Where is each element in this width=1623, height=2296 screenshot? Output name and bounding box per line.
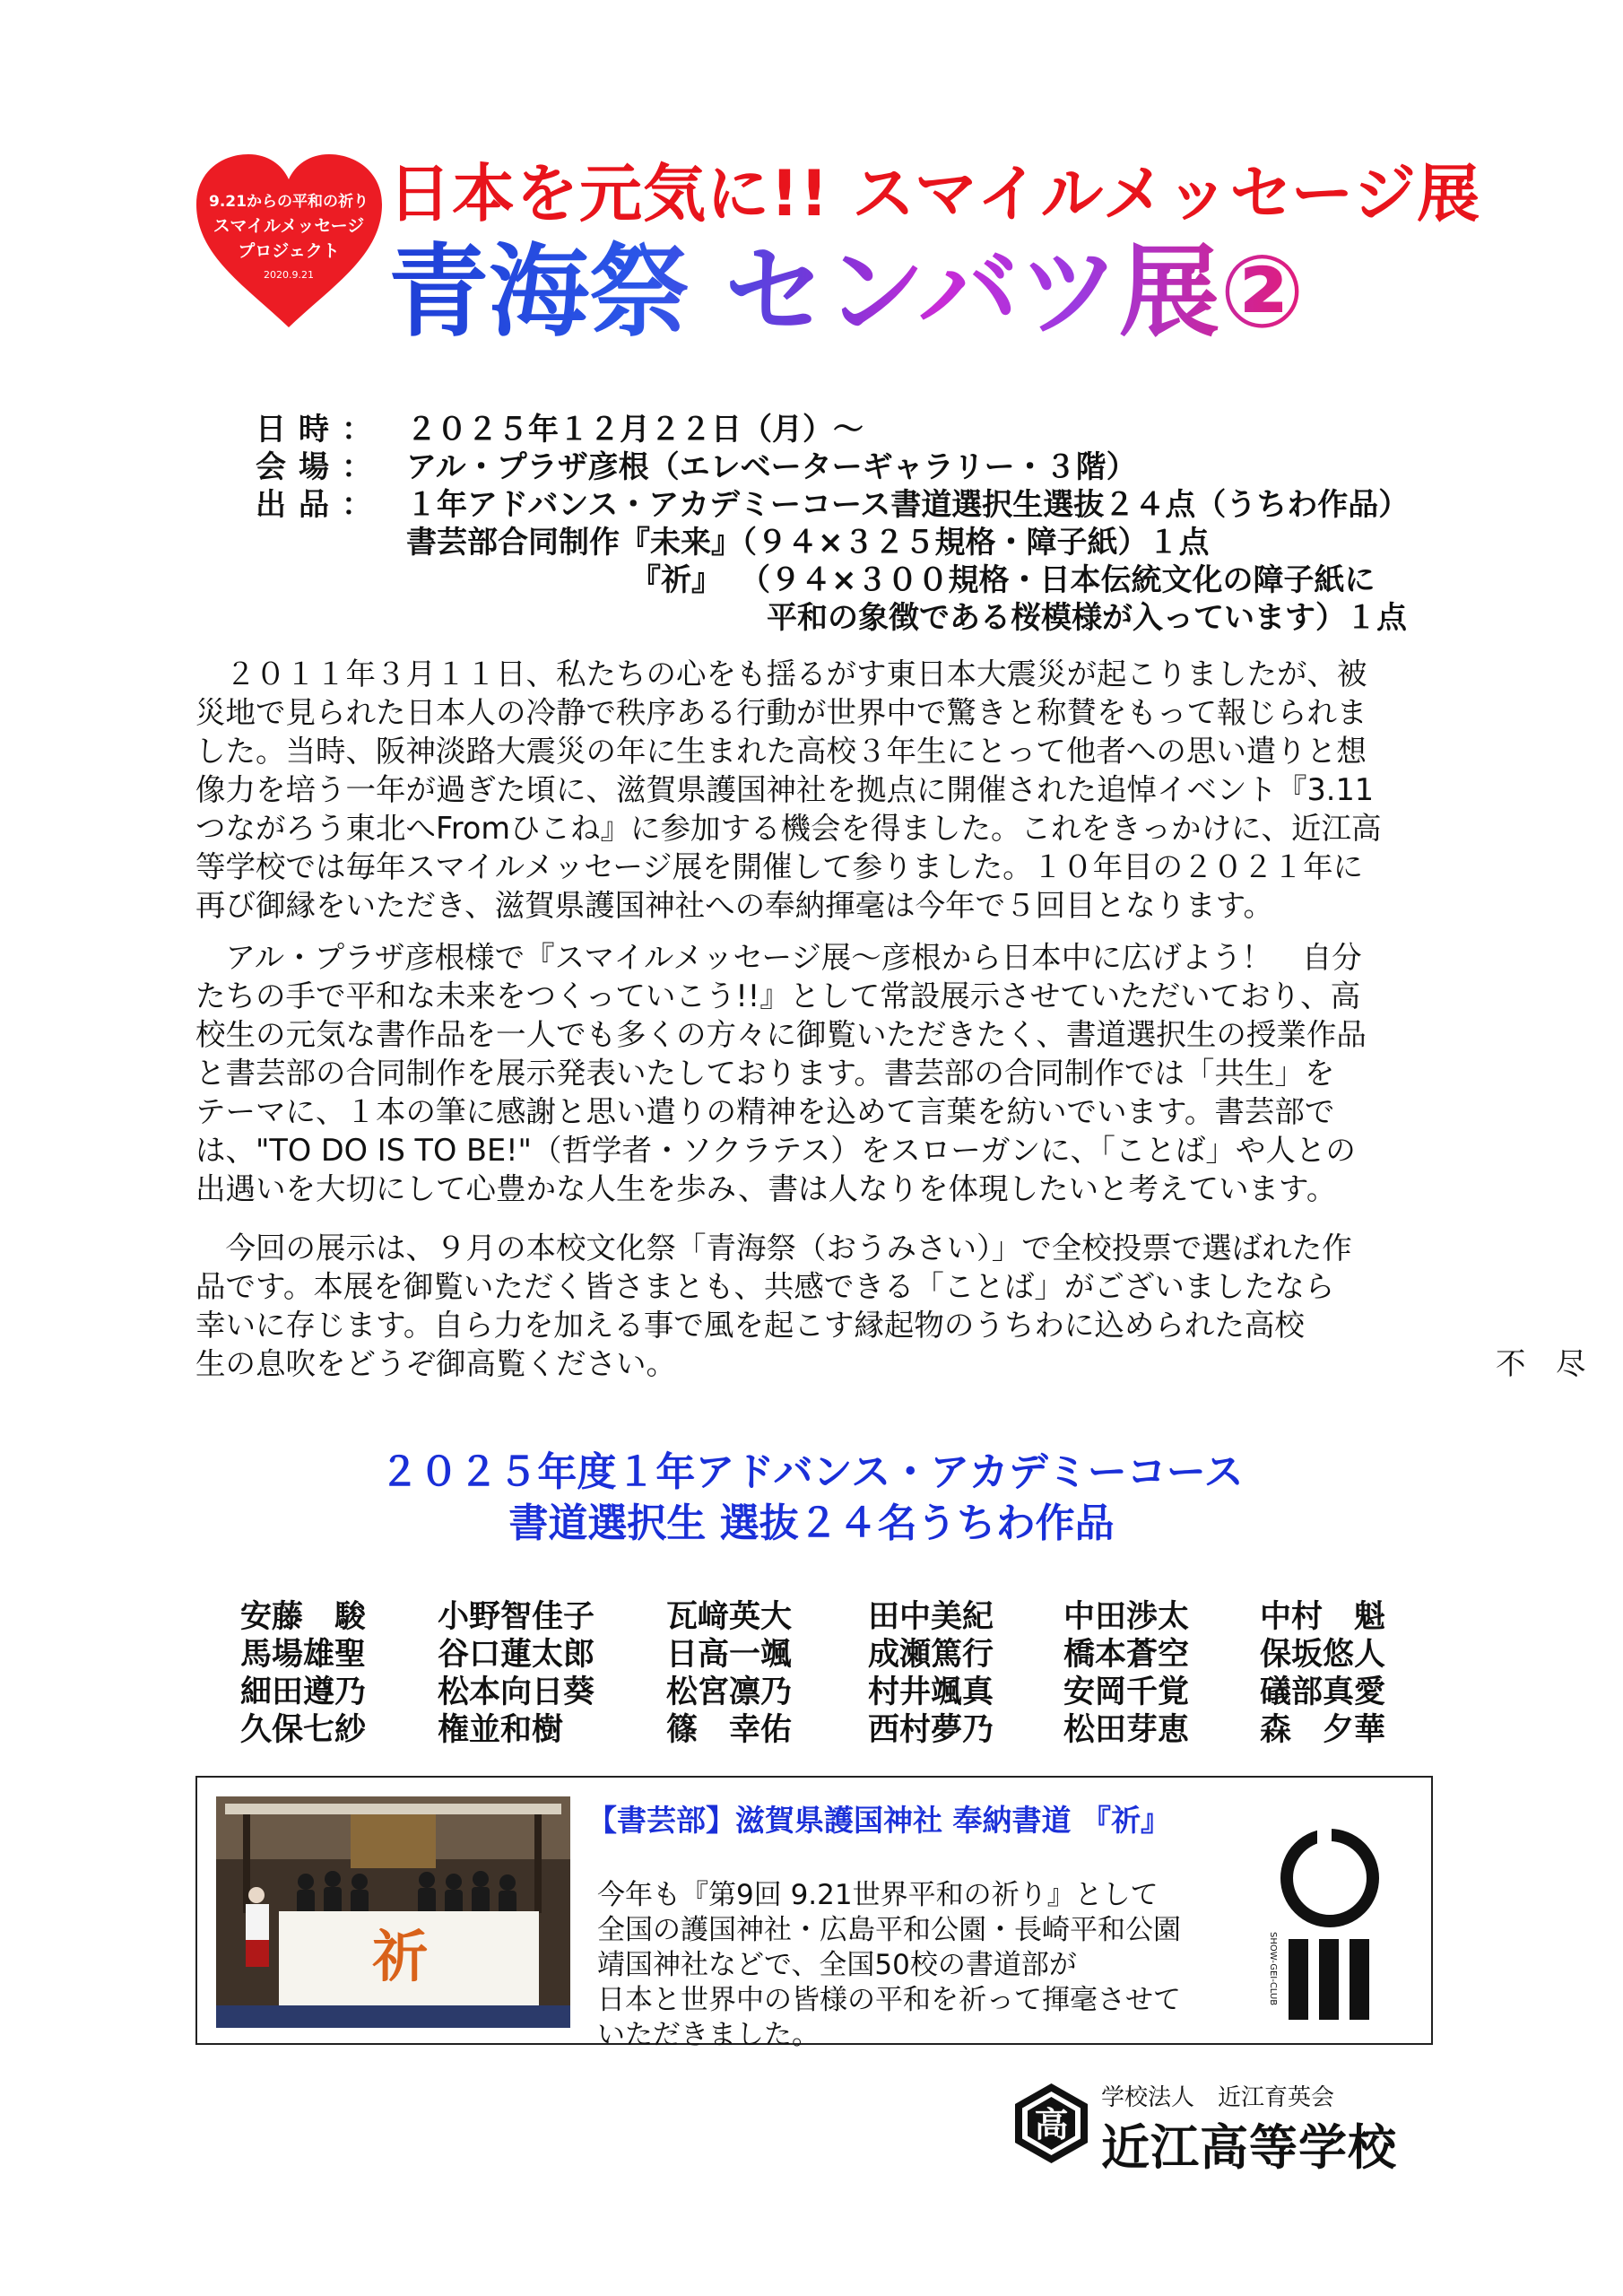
club-title: 【書芸部】滋賀県護国神社 奉納書道 『祈』 — [587, 1803, 1170, 1838]
student-name: 細田遵乃 — [240, 1674, 367, 1710]
badge-line-2: スマイルメッセージ — [213, 216, 365, 236]
date-row — [256, 411, 1466, 448]
student-name: 保坂悠人 — [1260, 1637, 1386, 1673]
paragraph-line: は、"TO DO IS TO BE!"（哲学者・ソクラテス）をスローガンに、「ことば」や人との — [195, 1133, 1356, 1168]
paragraph-line: テーマに、１本の筆に感謝と思い遣りの精神を込めて言葉を紡いでいます。書芸部で — [195, 1094, 1335, 1129]
club-description — [597, 1878, 1181, 2053]
school-crest-icon — [1009, 2081, 1094, 2166]
exhibit-line-2: 書芸部合同制作『未来』（９４×３２５規格・障子紙）１点 — [406, 525, 1210, 561]
club-logo-text: SHOW-GEI-CLUB — [1268, 1932, 1278, 2006]
student-name: 瓦﨑英大 — [666, 1599, 793, 1635]
student-name: 権並和樹 — [438, 1712, 564, 1748]
shrine-group-photo — [216, 1796, 570, 2028]
student-name: 中村 魁 — [1260, 1599, 1386, 1635]
student-name: 成瀬篤行 — [868, 1637, 994, 1673]
school-corporation: 学校法人 近江育英会 — [1101, 2084, 1335, 2111]
exhibit-line-3-title: 『祈』 — [630, 562, 722, 598]
exhibit-label: 出品： — [256, 487, 385, 523]
student-name: 松宮凛乃 — [666, 1674, 793, 1710]
calligraphy-club-box — [195, 1776, 1433, 2051]
exhibit-row-3 — [256, 561, 1466, 599]
title-line-1: 日本を元気に!! スマイルメッセージ展 — [388, 157, 1481, 230]
student-name: 安岡千覚 — [1063, 1674, 1190, 1710]
paragraph-line: アル・プラザ彦根様で『スマイルメッセージ展～彦根から日本中に広げよう！ 自分 — [195, 940, 1362, 975]
paragraph-line-last — [195, 1344, 1586, 1383]
exhibit-row — [256, 486, 1466, 524]
crest-char: 高 — [1034, 2105, 1069, 2144]
student-name: 西村夢乃 — [868, 1712, 994, 1748]
student-name: 谷口蓮太郎 — [438, 1637, 595, 1673]
exhibit-line-4: 平和の象徴である桜模様が入っています）１点 — [767, 600, 1407, 636]
smile-message-heart-logo — [193, 152, 386, 332]
club-text-line: 今年も『第9回 9.21世界平和の祈り』として — [597, 1879, 1159, 1911]
venue-value: アル・プラザ彦根（エレベーターギャラリー・３階） — [406, 449, 1137, 485]
venue-label: 会場： — [256, 449, 385, 485]
exhibit-row-4 — [256, 599, 1466, 637]
club-text-line: 靖国神社などで、全国50校の書道部が — [597, 1949, 1077, 1981]
paragraph-line: たちの手で平和な未来をつくっていこう!!』として常設展示させていただいており、高 — [195, 978, 1361, 1013]
student-name: 篠 幸佑 — [666, 1712, 793, 1748]
title-line-2: 青海祭 センバツ展② — [388, 234, 1305, 351]
student-name: 田中美紀 — [868, 1599, 994, 1635]
paragraph-line: した。当時、阪神淡路大震災の年に生まれた高校３年生にとって他者への思い遣りと想 — [195, 734, 1367, 769]
student-name: 森 夕華 — [1260, 1712, 1386, 1748]
badge-line-1: 9.21からの平和の祈り — [209, 193, 369, 211]
paragraph-line: 幸いに存じます。自ら力を加える事で風を起こす縁起物のうちわに込められた高校 — [195, 1308, 1305, 1343]
selection-heading-1: ２０２５年度１年アドバンス・アカデミーコース — [379, 1449, 1244, 1495]
photo-kanji: 祈 — [371, 1924, 429, 1989]
student-name: 中田渉太 — [1063, 1599, 1190, 1635]
student-name: 村井颯真 — [868, 1674, 994, 1710]
badge-line-4: 2020.9.21 — [264, 269, 314, 281]
paragraph-line: 今回の展示は、９月の本校文化祭「青海祭（おうみさい）」で全校投票で選ばれた作 — [195, 1231, 1352, 1265]
school-footer — [1009, 2072, 1439, 2176]
paragraph-line: 像力を培う一年が過ぎた頃に、滋賀県護国神社を拠点に開催された追悼イベント『3.11 — [195, 772, 1375, 807]
paragraph-line: 品です。本展を御覧いただく皆さまとも、共感できる「ことば」がございましたなら — [195, 1269, 1335, 1304]
student-name: 安藤 駿 — [240, 1599, 367, 1635]
paragraph-2 — [195, 938, 1451, 1208]
student-name: 日高一颯 — [666, 1637, 793, 1673]
paragraph-line: 校生の元気な書作品を一人でも多くの方々に御覧いただきたく、書道選択生の授業作品 — [195, 1017, 1367, 1052]
student-name: 橋本蒼空 — [1063, 1637, 1190, 1673]
student-name: 小野智佳子 — [438, 1599, 595, 1635]
paragraph-line: ２０１１年３月１１日、私たちの心をも揺るがす東日本大震災が起こりましたが、被 — [195, 657, 1367, 691]
header — [193, 152, 1481, 359]
club-text-line: いただきました。 — [597, 2019, 820, 2051]
student-name: 松本向日葵 — [438, 1674, 595, 1710]
club-text-line: 全国の護国神社・広島平和公園・長崎平和公園 — [597, 1914, 1181, 1946]
selection-heading-2: 書道選択生 選抜２４名うちわ作品 — [508, 1500, 1115, 1546]
student-name: 馬場雄聖 — [240, 1637, 367, 1673]
paragraph-line: 生の息吹をどうぞ御高覧ください。 — [195, 1346, 676, 1381]
paragraph-1 — [195, 655, 1451, 925]
date-value: ２０２５年１２月２２日（月）～ — [406, 412, 864, 448]
event-info — [256, 411, 1466, 637]
venue-row — [256, 448, 1466, 486]
date-label: 日時： — [256, 412, 385, 448]
paragraph-3 — [195, 1229, 1586, 1383]
student-name: 松田芽恵 — [1063, 1712, 1190, 1748]
exhibit-line-3: （９４×３００規格・日本伝統文化の障子紙に — [740, 562, 1376, 598]
exhibit-line-1: １年アドバンス・アカデミーコース書道選択生選抜２４点（うちわ作品） — [406, 487, 1410, 523]
paragraph-line: 再び御縁をいただき、滋賀県護国神社への奉納揮毫は今年で５回目となります。 — [195, 888, 1273, 923]
closing-remark: 不 尽 — [1496, 1346, 1586, 1381]
club-logo — [1260, 1824, 1385, 2022]
badge-line-3: プロジェクト — [238, 241, 340, 261]
paragraph-line: 等学校では毎年スマイルメッセージ展を開催して参りました。１０年目の２０２１年に — [195, 849, 1364, 884]
school-name: 近江高等学校 — [1101, 2119, 1397, 2176]
student-name: 久保七紗 — [240, 1712, 367, 1748]
exhibit-row-2 — [256, 524, 1466, 561]
paragraph-line: と書芸部の合同制作を展示発表いたしております。書芸部の合同制作では「共生」を — [195, 1056, 1335, 1091]
paragraph-line: 出遇いを大切にして心豊かな人生を歩み、書は人なりを体現したいと考えています。 — [195, 1171, 1337, 1206]
club-text-line: 日本と世界中の皆様の平和を祈って揮毫させて — [597, 1984, 1181, 2016]
paragraph-line: 災地で見られた日本人の冷静で秩序ある行動が世界中で驚きと称賛をもって報じられま — [195, 695, 1367, 730]
student-name: 礒部真愛 — [1260, 1674, 1386, 1710]
paragraph-line: つながろう東北へFromひこね』に参加する機会を得ました。これをきっかけに、近江高 — [195, 811, 1382, 846]
